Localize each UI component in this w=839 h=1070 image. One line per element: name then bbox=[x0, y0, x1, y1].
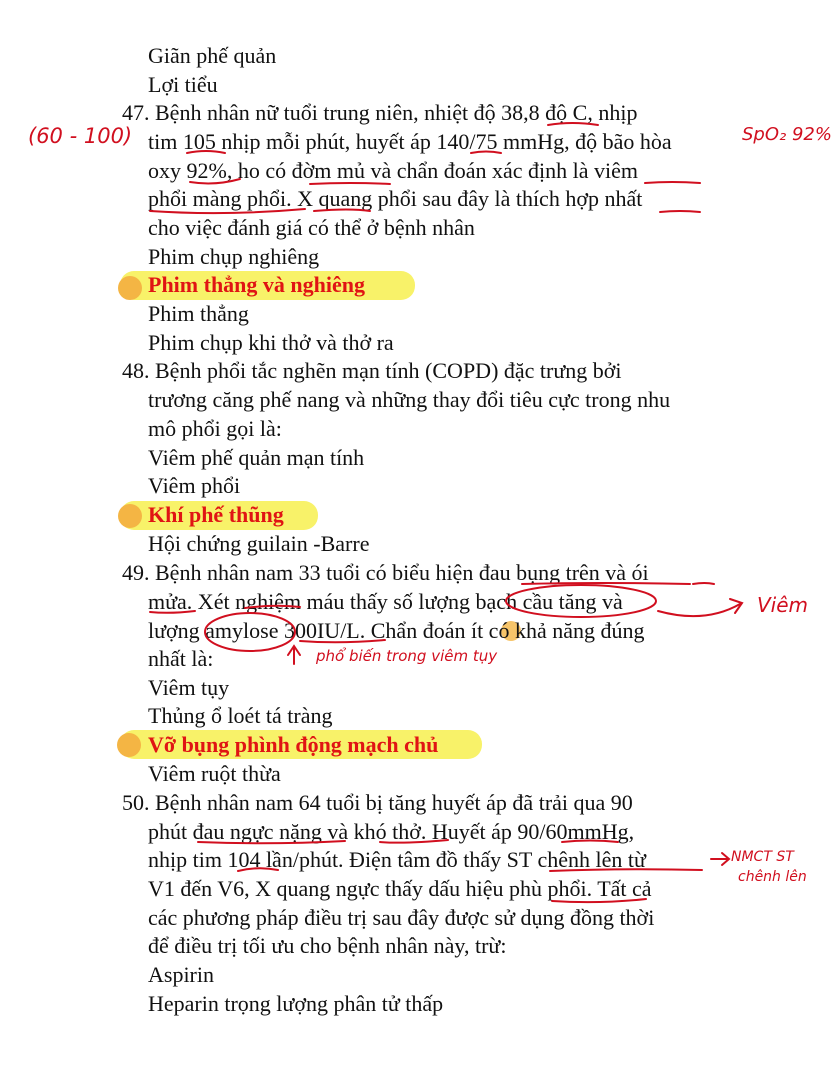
question-49-option-2: Thủng ổ loét tá tràng bbox=[148, 703, 333, 728]
handwritten-heart-rate-range: (60 - 100) bbox=[28, 124, 133, 148]
question-48-line-2: trương căng phế nang và những thay đổi tiêu cực trong nhu bbox=[148, 387, 671, 412]
question-50-line-3: nhịp tim 104 lần/phút. Điện tâm đồ thấy ST chênh lên từ bbox=[148, 847, 646, 872]
question-47-line-1: 47. Bệnh nhân nữ tuổi trung niên, nhiệt độ 38,8 độ C, nhịp bbox=[122, 100, 638, 125]
question-50-option-2: Heparin trọng lượng phân tử thấp bbox=[148, 991, 444, 1016]
question-47-line-2: tim 105 nhịp mỗi phút, huyết áp 140/75 mmHg, độ bão hòa bbox=[148, 129, 672, 154]
question-50-line-5: các phương pháp điều trị sau đây được sử dụng đồng thời bbox=[148, 905, 655, 930]
question-48-option-2: Viêm phổi bbox=[148, 473, 241, 498]
question-47-option-3: Phim thẳng bbox=[148, 301, 249, 326]
question-49-option-4: Viêm ruột thừa bbox=[148, 761, 281, 786]
question-48-option-1: Viêm phế quản mạn tính bbox=[148, 445, 365, 470]
question-49-line-1: 49. Bệnh nhân nam 33 tuổi có biểu hiện đau bụng trên và ói bbox=[122, 560, 649, 585]
handwritten-viem-note: Viêm bbox=[757, 593, 809, 617]
question-48-option-4: Hội chứng guilain -Barre bbox=[148, 531, 370, 556]
question-49-answer: Vỡ bụng phình động mạch chủ bbox=[148, 732, 439, 757]
question-50-line-4: V1 đến V6, X quang ngực thấy dấu hiệu phù phổi. Tất cả bbox=[148, 876, 652, 901]
question-50-option-1: Aspirin bbox=[148, 962, 214, 987]
question-49-line-3: lượng amylose 300IU/L. Chẩn đoán ít có khả năng đúng bbox=[148, 618, 645, 643]
underline-oi bbox=[693, 583, 714, 584]
underline-nhat bbox=[660, 211, 700, 212]
arrow-to-viem bbox=[658, 604, 740, 616]
question-47-option-1: Phim chụp nghiêng bbox=[148, 244, 320, 269]
handwritten-amylase-note: phổ biến trong viêm tụy bbox=[316, 647, 498, 665]
answer-marker-dot-47 bbox=[118, 276, 142, 300]
question-47-line-4: phổi màng phổi. X quang phổi sau đây là thích hợp nhất bbox=[148, 186, 643, 211]
question-49-line-2: mửa. Xét nghiệm máu thấy số lượng bạch cầu tăng và bbox=[148, 589, 623, 614]
option-loi-tieu: Lợi tiểu bbox=[148, 72, 218, 97]
question-47-line-3: oxy 92%, ho có đờm mủ và chẩn đoán xác định là viêm bbox=[148, 158, 639, 183]
question-49-line-4: nhất là: bbox=[148, 646, 214, 671]
question-50-line-2: phút đau ngực nặng và khó thở. Huyết áp 90/60mmHg, bbox=[148, 819, 635, 844]
question-50-line-6: để điều trị tối ưu cho bệnh nhân này, trừ: bbox=[148, 933, 507, 958]
question-48-line-3: mô phổi gọi là: bbox=[148, 416, 282, 441]
question-50-line-1: 50. Bệnh nhân nam 64 tuổi bị tăng huyết áp đã trải qua 90 bbox=[122, 790, 633, 815]
handwritten-nmct-note-1: NMCT ST bbox=[731, 849, 794, 865]
answer-marker-dot-49 bbox=[117, 733, 141, 757]
option-gian-phe-quan: Giãn phế quản bbox=[148, 43, 277, 68]
question-47-line-5: cho việc đánh giá có thể ở bệnh nhân bbox=[148, 215, 475, 240]
question-49-option-1: Viêm tụy bbox=[148, 675, 230, 700]
handwritten-nmct-note-2: chênh lên bbox=[738, 869, 807, 885]
question-47-option-4: Phim chụp khi thở và thở ra bbox=[148, 330, 394, 355]
answer-marker-dot-48 bbox=[118, 504, 142, 528]
underline-viem bbox=[645, 182, 700, 183]
handwritten-spo2-note: SpO₂ 92% bbox=[742, 124, 832, 145]
question-48-answer: Khí phế thũng bbox=[148, 502, 284, 527]
question-47-answer: Phim thẳng và nghiêng bbox=[148, 272, 365, 297]
question-48-line-1: 48. Bệnh phổi tắc nghẽn mạn tính (COPD) đặc trưng bởi bbox=[122, 358, 622, 383]
